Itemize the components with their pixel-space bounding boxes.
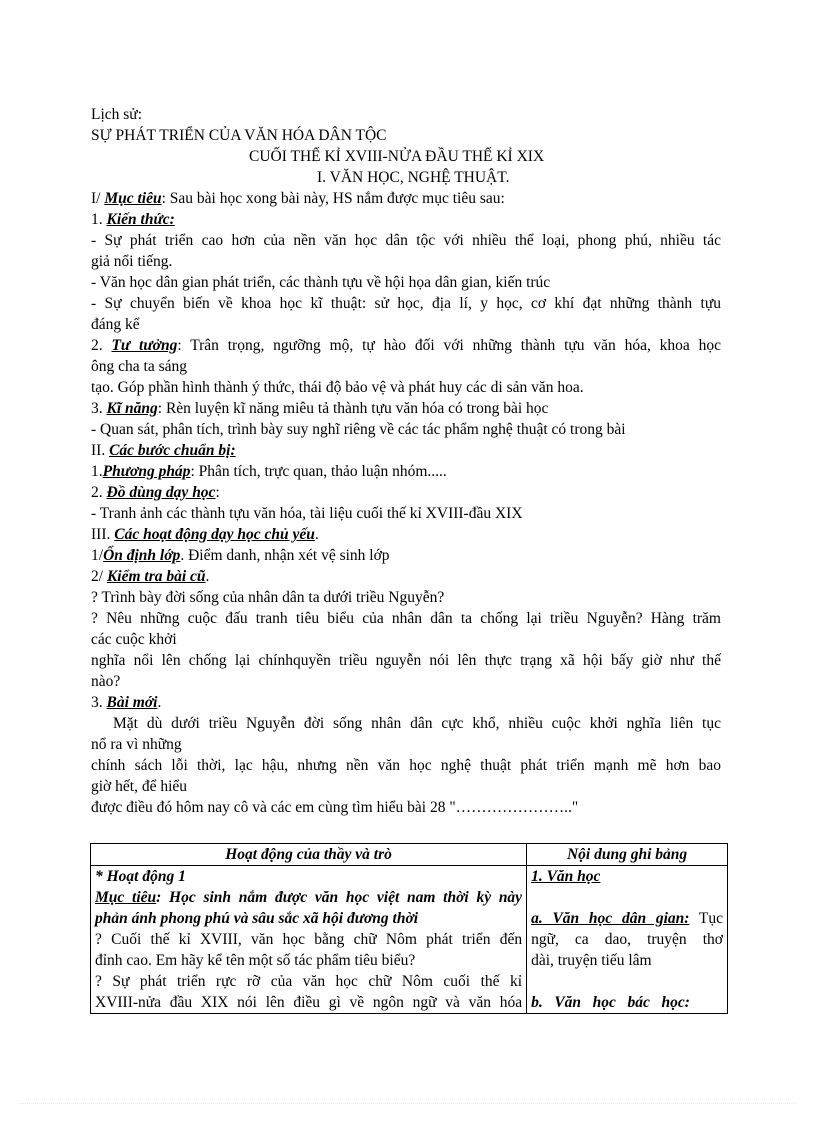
knowledge-item-3a: - Sự chuyển biến về khoa học kĩ thuật: sử học, địa lí, y học, cơ khí đạt những thành tựu — [91, 295, 721, 312]
question-2c: nghĩa nổi lên chống lại chínhquyền triều nguyễn nói lên thực trạng xã hội bấy giờ như thế — [91, 652, 721, 669]
skill-label: Kĩ năng — [106, 400, 158, 417]
knowledge-heading — [91, 209, 721, 230]
knowledge-item-1b: giả nổi tiếng. — [91, 253, 173, 270]
tools-num: 2. — [91, 484, 103, 501]
board-spacer-2 — [531, 971, 723, 992]
stable-num: 1/ — [91, 547, 104, 564]
thought-line-a — [91, 335, 721, 356]
objectives-text: : Sau bài học xong bài này, HS nắm được mục tiêu sau: — [161, 190, 505, 207]
header-board-content: Nội dung ghi bảng — [527, 844, 728, 866]
new-lesson-label: Bài mới — [106, 694, 158, 711]
folk-label: a. Văn học dân gian: — [531, 910, 690, 927]
activities-dot: . — [314, 526, 319, 543]
question-c: ? Sự phát triển rực rỡ của văn học chữ Nôm cuối thế kỉ — [95, 973, 523, 990]
thought-text-a: : Trân trọng, ngưỡng mộ, tự hào đối với những thành tựu văn hóa, khoa học — [177, 337, 721, 354]
objectives-label: Mục tiêu — [104, 190, 162, 207]
stable-line — [91, 545, 721, 566]
tools-label: Đồ dùng dạy học — [106, 484, 216, 501]
intro-line-d: giờ hết, để hiểu — [91, 778, 188, 795]
knowledge-label — [107, 211, 175, 228]
check-label: Kiểm tra bài cũ — [106, 568, 206, 585]
method-num: 1. — [91, 463, 103, 480]
subject-line: Lịch sử: — [91, 106, 143, 123]
thought-num: 2. — [91, 337, 103, 354]
new-lesson-dot: . — [157, 694, 162, 711]
activity-title — [95, 866, 522, 887]
goal-label: Mục tiêu — [95, 889, 157, 906]
check-heading — [91, 566, 721, 587]
tools-heading — [91, 482, 721, 503]
knowledge-item-1a: - Sự phát triển cao hơn của nền văn học dân tộc với nhiều thể loại, phong phú, nhiều tác — [91, 232, 721, 249]
folk-line-c: dài, truyện tiếu lâm — [531, 952, 652, 969]
folk-text-a: Tục — [689, 910, 723, 927]
question-a: ? Cuối thế kỉ XVIII, văn học bằng chữ Nôm phát triển đến — [95, 931, 523, 948]
lesson-title-line-1: SỰ PHÁT TRIỂN CỦA VĂN HÓA DÂN TỘC — [91, 127, 387, 144]
thought-label: Tư tưởng — [111, 337, 178, 354]
activities-num: III. — [91, 526, 111, 543]
board-spacer — [531, 887, 723, 908]
activity-cell — [91, 866, 527, 1014]
prep-heading — [91, 440, 721, 461]
goal-line-b: phản ánh phong phú và sâu sắc xã hội đương thời — [95, 910, 419, 927]
thought-line-c: tạo. Góp phần hình thành ý thức, thái độ bảo vệ và phát huy các di sản văn hoa. — [91, 379, 584, 396]
skill-heading — [91, 398, 721, 419]
new-lesson-heading — [91, 692, 721, 713]
lesson-title-line-2-text: CUỐI THẾ KỈ XVIII-NỬA ĐẦU THẾ KỈ XIX — [249, 148, 545, 165]
section-title-text: I. VĂN HỌC, NGHỆ THUẬT. — [317, 169, 510, 186]
skill-line-2: - Quan sát, phân tích, trình bày suy nghĩ riêng về các tác phẩm nghệ thuật có trong bài — [91, 421, 626, 438]
folk-line-b: ngữ, ca dao, truyện thơ — [531, 931, 723, 948]
question-2b: các cuộc khởi — [91, 631, 177, 648]
stable-label: Ổn định lớp — [103, 547, 181, 564]
prep-label: Các bước chuẩn bị: — [109, 442, 236, 459]
intro-line-a: Mặt dù dưới triều Nguyễn đời sống nhân dân cực khổ, nhiều cuộc khởi nghĩa liên tục — [113, 715, 721, 732]
knowledge-num: 1. — [91, 211, 103, 228]
section-title — [91, 167, 721, 188]
question-d: XVIII-nửa đầu XIX nói lên điều gì về ngôn ngữ và văn hóa — [95, 994, 523, 1011]
method-text: : Phân tích, trực quan, thảo luận nhóm..... — [190, 463, 447, 480]
knowledge-item-3b: đáng kể — [91, 316, 140, 333]
prep-num: II. — [91, 442, 106, 459]
question-1: ? Trình bày đời sống của nhân dân ta dưới triều Nguyễn? — [91, 589, 445, 606]
question-b: đỉnh cao. Em hãy kể tên một số tác phẩm tiêu biểu? — [95, 952, 416, 969]
intro-line-c: chính sách lỗi thời, lạc hậu, nhưng nền văn học nghệ thuật phát triển mạnh mẽ hơn bao — [91, 757, 721, 774]
activities-label: Các hoạt động dạy học chủ yếu — [114, 526, 315, 543]
check-num: 2/ — [91, 568, 104, 585]
table-header-row — [91, 844, 728, 866]
header-teacher-student: Hoạt động của thầy và trò — [91, 844, 527, 866]
board-cell — [527, 866, 728, 1014]
folk-line-a — [531, 908, 723, 929]
scholar-label: b. Văn học bác học: — [531, 994, 690, 1011]
question-2d: nào? — [91, 673, 121, 690]
activity-table — [90, 843, 728, 1014]
goal-text-a: : Học sinh nắm được văn học việt nam thời kỳ này — [156, 889, 523, 906]
question-2a: ? Nêu những cuộc đấu tranh tiêu biểu của nhân dân ta chống lại triều Nguyễn? Hàng trăm — [91, 610, 721, 627]
skill-text: : Rèn luyện kĩ năng miêu tả thành tựu văn hóa có trong bài học — [157, 400, 549, 417]
intro-line-b: nổ ra vì những — [91, 736, 182, 753]
skill-num: 3. — [91, 400, 103, 417]
board-title-text: 1. Văn học — [531, 868, 601, 885]
objectives-prefix: I/ — [91, 190, 101, 207]
thought-line-b: ông cha ta sáng — [91, 358, 187, 375]
intro-line-e: được điều đó hôm nay cô và các em cùng tìm hiểu bài 28 "………………….." — [91, 799, 579, 816]
table-row — [91, 866, 728, 1014]
tools-colon: : — [215, 484, 220, 501]
method-line — [91, 461, 721, 482]
check-dot: . — [205, 568, 210, 585]
board-title — [531, 866, 723, 887]
new-lesson-num: 3. — [91, 694, 103, 711]
method-label: Phương pháp — [102, 463, 191, 480]
stable-text: . Điểm danh, nhận xét vệ sinh lớp — [180, 547, 390, 564]
tools-line: - Tranh ảnh các thành tựu văn hóa, tài liệu cuối thế kỉ XVIII-đầu XIX — [91, 505, 523, 522]
page-bottom-divider — [20, 1103, 796, 1104]
knowledge-label-text: Kiến thức — [106, 211, 170, 228]
knowledge-item-2: - Văn học dân gian phát triển, các thành tựu về hội họa dân gian, kiến trúc — [91, 274, 551, 291]
knowledge-colon: : — [169, 211, 175, 228]
lesson-title-line-2 — [91, 146, 721, 167]
activities-heading — [91, 524, 721, 545]
lesson-plan-body — [91, 104, 721, 818]
activity-title-text: * Hoạt động 1 — [95, 868, 186, 885]
objectives-heading — [91, 188, 721, 209]
goal-line-a — [95, 887, 522, 908]
